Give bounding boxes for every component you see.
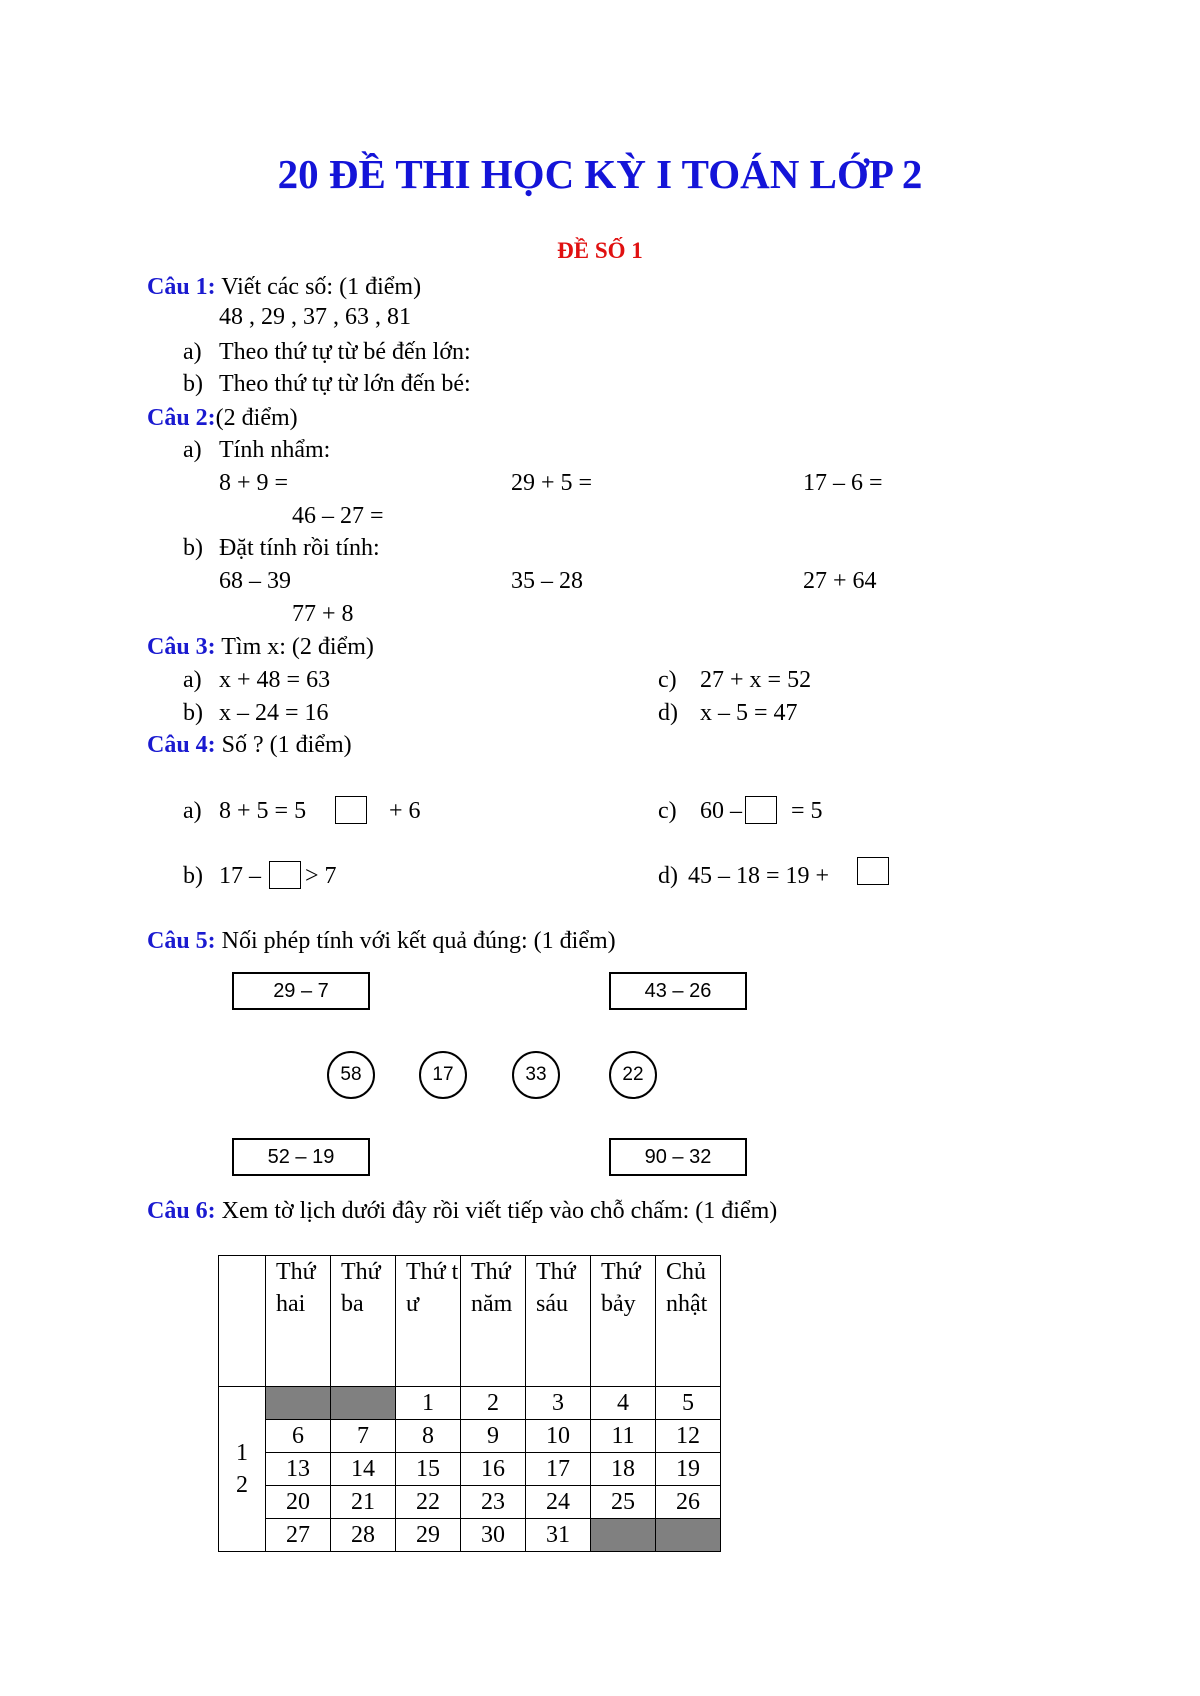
question-1-numbers: 48 , 29 , 37 , 63 , 81	[219, 304, 411, 330]
calc-item: 27 + 64	[803, 568, 877, 594]
answer-box[interactable]	[335, 796, 367, 824]
equation-part: 17 –	[219, 863, 261, 889]
question-3	[147, 632, 374, 662]
day-cell: 8	[396, 1420, 461, 1453]
question-1-text: Viết các số: (1 điểm)	[215, 274, 422, 300]
empty-day-cell	[266, 1387, 331, 1420]
answer-box[interactable]	[269, 861, 301, 889]
day-cell: 9	[461, 1420, 526, 1453]
day-header: Thứ tư	[396, 1256, 461, 1387]
day-cell: 10	[526, 1420, 591, 1453]
day-header: Thứ bảy	[591, 1256, 656, 1387]
corner-cell	[219, 1256, 266, 1387]
question-2-text: (2 điểm)	[215, 405, 298, 431]
question-4-label: Câu 4:	[147, 732, 216, 758]
equation: x – 5 = 47	[700, 700, 798, 726]
day-cell: 31	[526, 1519, 591, 1552]
question-6-label: Câu 6:	[147, 1198, 216, 1224]
calendar-table	[218, 1255, 721, 1552]
equation-part: = 5	[791, 798, 823, 824]
day-cell: 12	[656, 1420, 721, 1453]
empty-day-cell	[656, 1519, 721, 1552]
day-cell: 14	[331, 1453, 396, 1486]
day-cell: 16	[461, 1453, 526, 1486]
item-label: c)	[658, 798, 677, 824]
operation-box[interactable]: 43 – 26	[609, 972, 747, 1010]
day-cell: 3	[526, 1387, 591, 1420]
calc-item: 77 + 8	[292, 601, 354, 627]
day-cell: 30	[461, 1519, 526, 1552]
item-label: d)	[658, 863, 678, 889]
day-cell: 15	[396, 1453, 461, 1486]
day-header: Thứ năm	[461, 1256, 526, 1387]
calc-item: 68 – 39	[219, 568, 291, 594]
item-label: a)	[183, 667, 202, 693]
day-header: Chủ nhật	[656, 1256, 721, 1387]
calc-item: 46 – 27 =	[292, 503, 384, 529]
calc-item: 29 + 5 =	[511, 470, 593, 496]
operation-box[interactable]: 29 – 7	[232, 972, 370, 1010]
day-cell: 7	[331, 1420, 396, 1453]
day-cell: 25	[591, 1486, 656, 1519]
item-label: c)	[658, 667, 677, 693]
day-cell: 22	[396, 1486, 461, 1519]
day-header: Thứ ba	[331, 1256, 396, 1387]
item-label: a)	[183, 798, 202, 824]
day-cell: 13	[266, 1453, 331, 1486]
question-1b-text: Theo thứ tự từ lớn đến bé:	[219, 371, 471, 397]
equation: x + 48 = 63	[219, 667, 331, 693]
empty-day-cell	[591, 1519, 656, 1552]
day-header: Thứ hai	[266, 1256, 331, 1387]
question-2b-text: Đặt tính rồi tính:	[219, 535, 380, 561]
day-header: Thứ sáu	[526, 1256, 591, 1387]
question-5-text: Nối phép tính với kết quả đúng: (1 điểm)	[215, 928, 616, 954]
day-cell: 29	[396, 1519, 461, 1552]
day-cell: 2	[461, 1387, 526, 1420]
item-label: b)	[183, 371, 203, 397]
operation-box[interactable]: 52 – 19	[232, 1138, 370, 1176]
operation-box[interactable]: 90 – 32	[609, 1138, 747, 1176]
day-cell: 19	[656, 1453, 721, 1486]
day-cell: 11	[591, 1420, 656, 1453]
result-circle[interactable]: 17	[419, 1051, 467, 1099]
result-circle[interactable]: 33	[512, 1051, 560, 1099]
day-cell: 1	[396, 1387, 461, 1420]
equation-part: 8 + 5 = 5	[219, 798, 307, 824]
result-circle[interactable]: 58	[327, 1051, 375, 1099]
question-1a-text: Theo thứ tự từ bé đến lớn:	[219, 339, 471, 365]
item-label: b)	[183, 700, 203, 726]
day-cell: 21	[331, 1486, 396, 1519]
day-cell: 5	[656, 1387, 721, 1420]
question-2	[147, 403, 298, 433]
equation-part: 60 –	[700, 798, 742, 824]
day-cell: 4	[591, 1387, 656, 1420]
day-cell: 26	[656, 1486, 721, 1519]
question-5-label: Câu 5:	[147, 928, 216, 954]
month-label: 12	[236, 1440, 248, 1498]
item-label: d)	[658, 700, 678, 726]
question-6-text: Xem tờ lịch dưới đây rồi viết tiếp vào chỗ chấm: (1 điểm)	[215, 1198, 778, 1224]
item-label: a)	[183, 339, 202, 365]
question-5	[147, 926, 616, 956]
item-label: b)	[183, 535, 203, 561]
answer-box[interactable]	[745, 796, 777, 824]
equation-part: 45 – 18 = 19 +	[688, 863, 830, 889]
day-cell: 20	[266, 1486, 331, 1519]
calc-item: 17 – 6 =	[803, 470, 883, 496]
day-cell: 23	[461, 1486, 526, 1519]
equation-part: > 7	[305, 863, 337, 889]
day-cell: 17	[526, 1453, 591, 1486]
question-3-label: Câu 3:	[147, 634, 216, 660]
calc-item: 8 + 9 =	[219, 470, 289, 496]
calc-item: 35 – 28	[511, 568, 583, 594]
equation: 27 + x = 52	[700, 667, 812, 693]
empty-day-cell	[331, 1387, 396, 1420]
question-2a-text: Tính nhẩm:	[219, 437, 331, 463]
question-4-text: Số ? (1 điểm)	[215, 732, 352, 758]
question-1	[147, 272, 421, 302]
question-3-text: Tìm x: (2 điểm)	[215, 634, 374, 660]
answer-box[interactable]	[857, 857, 889, 885]
item-label: a)	[183, 437, 202, 463]
question-4	[147, 730, 352, 760]
day-cell: 28	[331, 1519, 396, 1552]
day-cell: 18	[591, 1453, 656, 1486]
equation-part: + 6	[389, 798, 421, 824]
result-circle[interactable]: 22	[609, 1051, 657, 1099]
question-1-label: Câu 1:	[147, 274, 216, 300]
item-label: b)	[183, 863, 203, 889]
month-cell	[219, 1387, 266, 1552]
question-6	[147, 1196, 777, 1226]
day-cell: 24	[526, 1486, 591, 1519]
equation: x – 24 = 16	[219, 700, 329, 726]
page-title: 20 ĐỀ THI HỌC KỲ I TOÁN LỚP 2	[277, 151, 923, 197]
question-2-label: Câu 2:	[147, 405, 216, 431]
exam-number: ĐỀ SỐ 1	[557, 238, 643, 263]
day-cell: 6	[266, 1420, 331, 1453]
day-cell: 27	[266, 1519, 331, 1552]
